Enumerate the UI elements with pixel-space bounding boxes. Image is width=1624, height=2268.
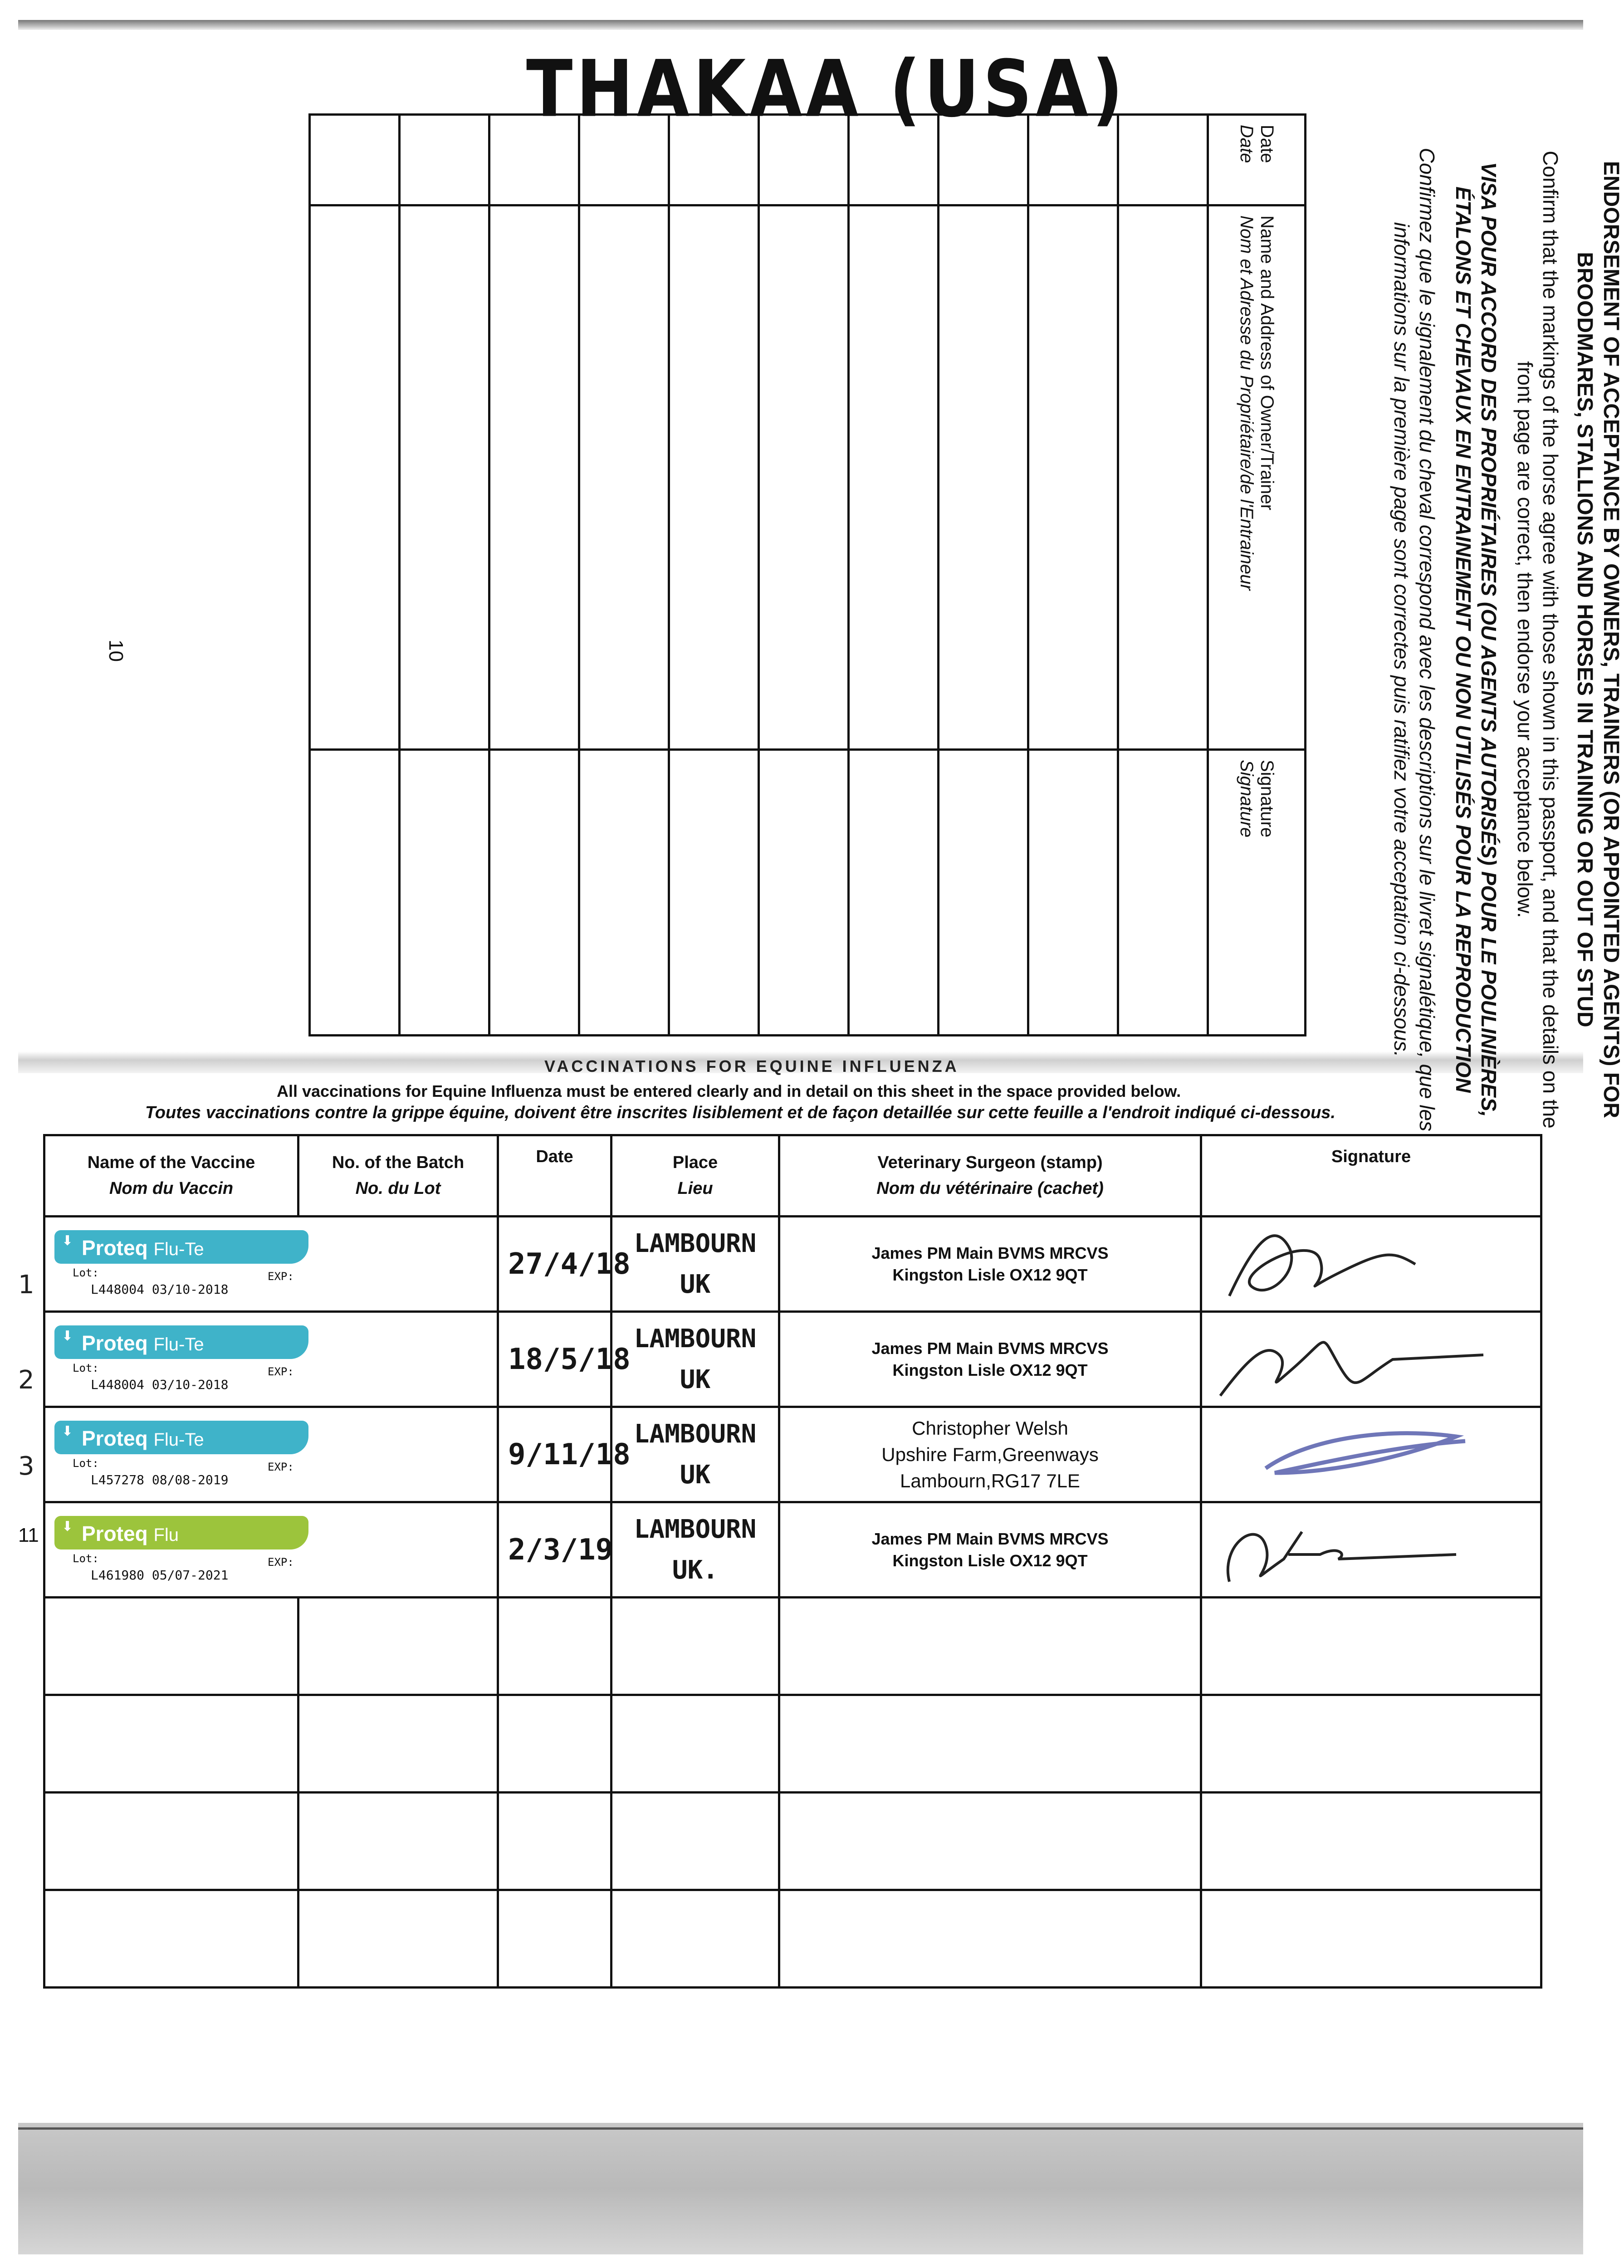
endorsement-row	[579, 115, 669, 1036]
vaccine-sticker	[54, 1325, 308, 1393]
vaccination-row	[44, 1407, 1541, 1502]
vaccine-sticker	[54, 1516, 308, 1584]
signature-scribble	[1202, 1409, 1538, 1500]
col-date: Date	[498, 1135, 611, 1217]
endorsement-row	[1028, 115, 1118, 1036]
lot-label: Lot:	[73, 1457, 99, 1470]
page-number-11: 11	[18, 1524, 39, 1546]
endorsement-heading-block	[1389, 141, 1624, 1139]
scan-edge-top	[18, 20, 1583, 30]
vaccination-place	[611, 1312, 779, 1407]
col-signature: Signature	[1201, 1135, 1541, 1217]
place-country: UK	[680, 1364, 711, 1394]
vaccination-row-empty	[44, 1598, 1541, 1695]
vet-stamp	[779, 1407, 1201, 1502]
lot-value: L461980 05/07-2021	[91, 1567, 229, 1583]
place-country: UK	[680, 1460, 711, 1490]
col-owner-name: Name and Address of Owner/Trainer Nom et Adresse du Propriétaire/de l'Entraineur	[1208, 205, 1306, 750]
endorsement-row	[939, 115, 1028, 1036]
lot-value: L448004 03/10-2018	[91, 1377, 229, 1392]
vaccine-product: Flu-Te	[153, 1334, 204, 1354]
exp-label: EXP:	[268, 1460, 294, 1473]
endorsement-heading-fr: VISA POUR ACCORD DES PROPRIÉTAIRES (OU AGENTS AUTORISÉS) POUR LE POULINIÈRES, ÉTALONS ET CHEVAUX EN ENTRAINEMENT OU NON UTILISÉS POUR LA REPRODUCTION	[1452, 162, 1501, 1117]
vaccine-product: Flu-Te	[153, 1239, 204, 1259]
scan-line	[18, 2127, 1583, 2130]
drop-icon: ⬇	[62, 1423, 73, 1439]
endorsement-table	[308, 113, 1306, 1036]
col-date: Date Date	[1208, 115, 1306, 205]
endorsement-instruction-fr: Confirmez que le signalement du cheval correspond avec les descriptions sur le livret signalétique, que les informations sur la première page sont correctes puis ratifiez votre acceptation ci-dessous.	[1390, 147, 1439, 1132]
place-town: LAMBOURN	[634, 1514, 757, 1544]
vet-address: Kingston Lisle OX12 9QT	[892, 1551, 1088, 1570]
exp-label: EXP:	[268, 1555, 294, 1569]
vaccine-sticker	[54, 1230, 308, 1298]
col-batch: No. of the Batch No. du Lot	[298, 1135, 498, 1217]
handwritten-horse-name: THAKAA (USA)	[526, 44, 1127, 135]
vaccine-brand: Proteq	[82, 1236, 148, 1260]
vaccination-date: 18/5/18	[498, 1312, 611, 1407]
endorsement-row	[759, 115, 849, 1036]
place-town: LAMBOURN	[634, 1228, 757, 1258]
lot-label: Lot:	[73, 1361, 99, 1374]
exp-label: EXP:	[268, 1270, 294, 1283]
endorsement-row	[489, 115, 579, 1036]
vet-name: James PM Main BVMS MRCVS	[871, 1339, 1109, 1358]
endorsement-row	[310, 115, 400, 1036]
signature-cell	[1201, 1407, 1541, 1502]
vaccination-place	[611, 1502, 779, 1598]
vaccination-table	[43, 1134, 1542, 1989]
margin-entry-number: 3	[18, 1452, 34, 1481]
vaccine-brand: Proteq	[82, 1331, 148, 1355]
vaccination-section-title: VACCINATIONS FOR EQUINE INFLUENZA	[544, 1057, 959, 1075]
lot-label: Lot:	[73, 1552, 99, 1565]
vaccine-label-cell	[44, 1312, 498, 1407]
vaccine-label-cell	[44, 1502, 498, 1598]
endorsement-heading-en: ENDORSEMENT OF ACCEPTANCE BY OWNERS, TRAINERS (OR APPOINTED AGENTS) FOR BROODMARES, STALLIONS AND HORSES IN TRAINING OR OUT OF STUD	[1573, 161, 1623, 1119]
vaccination-row-empty	[44, 1890, 1541, 1988]
col-signature: Signature Signature	[1208, 750, 1306, 1036]
place-country: UK.	[672, 1555, 719, 1585]
vaccination-note-fr: Toutes vaccinations contre la grippe équine, doivent être inscrites lisiblement et de façon detaillée sur cette feuille a l'endroit indiqué ci-dessous.	[145, 1103, 1335, 1122]
vaccination-place	[611, 1217, 779, 1312]
signature-cell	[1201, 1502, 1541, 1598]
margin-entry-number: 2	[18, 1365, 34, 1395]
lot-value: L448004 03/10-2018	[91, 1281, 229, 1297]
endorsement-header-row	[1208, 115, 1306, 1036]
drop-icon: ⬇	[62, 1233, 73, 1248]
vaccine-product: Flu-Te	[153, 1429, 204, 1450]
vet-stamp	[779, 1217, 1201, 1312]
vaccination-row	[44, 1312, 1541, 1407]
signature-scribble	[1202, 1314, 1538, 1405]
vaccination-note-en: All vaccinations for Equine Influenza must be entered clearly and in detail on this sheet in the space provided below.	[277, 1082, 1181, 1100]
signature-cell	[1201, 1312, 1541, 1407]
vaccination-row	[44, 1217, 1541, 1312]
vaccination-row-empty	[44, 1695, 1541, 1793]
endorsement-row	[1118, 115, 1208, 1036]
signature-scribble	[1202, 1219, 1538, 1310]
place-town: LAMBOURN	[634, 1419, 757, 1449]
place-country: UK	[680, 1269, 711, 1299]
drop-icon: ⬇	[62, 1519, 73, 1534]
drop-icon: ⬇	[62, 1328, 73, 1344]
vaccine-sticker	[54, 1421, 308, 1489]
vaccination-date: 9/11/18	[498, 1407, 611, 1502]
vaccine-label-cell	[44, 1217, 498, 1312]
vet-address: Kingston Lisle OX12 9QT	[892, 1265, 1088, 1284]
lot-value: L457278 08/08-2019	[91, 1472, 229, 1487]
col-vet: Veterinary Surgeon (stamp) Nom du vétérinaire (cachet)	[779, 1135, 1201, 1217]
vaccine-brand: Proteq	[82, 1521, 148, 1545]
vaccine-product: Flu	[153, 1525, 179, 1545]
vaccine-label-cell	[44, 1407, 498, 1502]
vaccination-place	[611, 1407, 779, 1502]
page-number-10: 10	[105, 640, 127, 662]
vet-stamp	[779, 1502, 1201, 1598]
vet-address: Upshire Farm,Greenways	[881, 1443, 1099, 1465]
vet-stamp	[779, 1312, 1201, 1407]
endorsement-row	[849, 115, 939, 1036]
vet-address: Kingston Lisle OX12 9QT	[892, 1360, 1088, 1379]
vet-name: Christopher Welsh	[912, 1417, 1068, 1439]
vaccination-date: 27/4/18	[498, 1217, 611, 1312]
margin-entry-number: 1	[18, 1270, 34, 1300]
exp-label: EXP:	[268, 1365, 294, 1378]
place-town: LAMBOURN	[634, 1324, 757, 1354]
vaccination-row	[44, 1502, 1541, 1598]
col-place: Place Lieu	[611, 1135, 779, 1217]
vaccination-row-empty	[44, 1793, 1541, 1890]
scan-edge-bottom	[18, 2123, 1583, 2254]
lot-label: Lot:	[73, 1266, 99, 1279]
vet-name: James PM Main BVMS MRCVS	[871, 1529, 1109, 1548]
signature-cell	[1201, 1217, 1541, 1312]
endorsement-instruction-en: Confirm that the markings of the horse agree with those shown in this passport, and that the details on the front page are correct, then endorse your acceptance below.	[1513, 151, 1562, 1129]
endorsement-row	[669, 115, 759, 1036]
vaccination-header-row	[44, 1135, 1541, 1217]
col-vaccine: Name of the Vaccine Nom du Vaccin	[44, 1135, 298, 1217]
endorsement-row	[400, 115, 489, 1036]
vet-name: James PM Main BVMS MRCVS	[871, 1243, 1109, 1262]
signature-scribble	[1202, 1505, 1538, 1595]
vaccination-date: 2/3/19	[498, 1502, 611, 1598]
vet-town: Lambourn,RG17 7LE	[900, 1470, 1080, 1491]
vaccine-brand: Proteq	[82, 1426, 148, 1450]
